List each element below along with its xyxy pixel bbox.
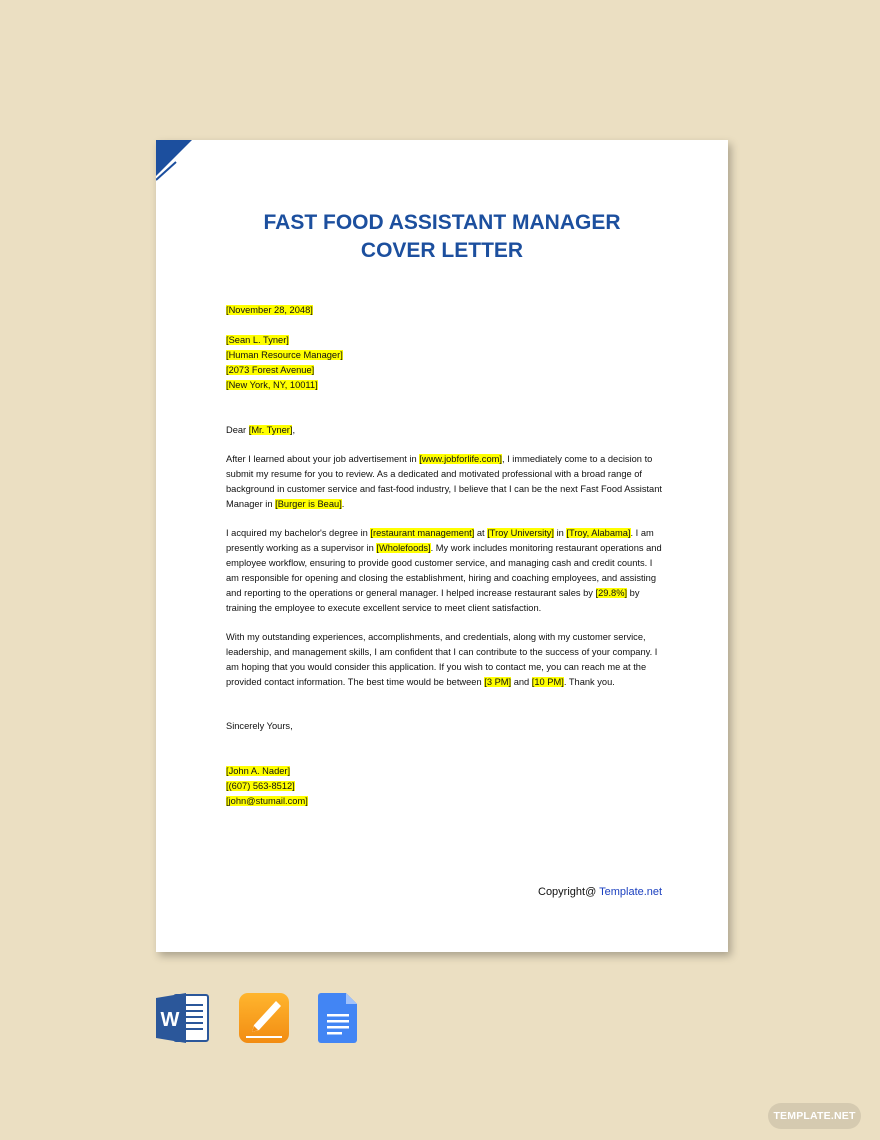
pages-icon[interactable] (238, 992, 290, 1044)
watermark-badge: TEMPLATE.NET (768, 1103, 861, 1129)
paragraph-3: With my outstanding experiences, accomplishments, and credentials, along with my customer service, leadership, and management skills, I am confident that I can contribute to the success of your company. I am hoping that you would consider this application. If you wish to contact me, you can reach me at the provided contact information. The best time would be between [3 PM] and [10 PM]. Thank you. (226, 632, 658, 687)
sender-email: [john@stumail.com] (226, 796, 308, 806)
salutation-name: [Mr. Tyner] (248, 425, 293, 435)
title-line-1: FAST FOOD ASSISTANT MANAGER (263, 211, 621, 234)
copyright-link[interactable]: Template.net (599, 886, 663, 898)
recipient-position: [Human Resource Manager] (226, 350, 343, 360)
sender-phone: [(607) 563-8512] (226, 781, 295, 791)
salutation: Dear [Mr. Tyner], (226, 425, 296, 435)
paragraph-2: I acquired my bachelor's degree in [restaurant management] at [Troy University] in [Troy, Alabama]. I am presently working as a supervisor in [Wholefoods]. My work includes monitoring restaurant operations and employee workflow, ensuring to provide good customer service, and managing cash and credit counts. I am responsible for opening and closing the establishment, hiring and coaching employees, and assisting and reporting to the operations or general manager. I helped increase restaurant sales by [29.8%] by training the employee to execute excellent service to meet client satisfaction. (226, 528, 662, 613)
svg-text:W: W (160, 1009, 180, 1031)
recipient-city: [New York, NY, 10011] (226, 380, 318, 390)
closing: Sincerely Yours, (226, 721, 293, 731)
copyright: Copyright@ Template.net (538, 886, 663, 898)
recipient-name: [Sean L. Tyner] (226, 335, 289, 345)
date: [November 28, 2048] (226, 305, 313, 315)
google-docs-icon[interactable] (318, 992, 358, 1044)
sender-name: [John A. Nader] (226, 766, 291, 776)
page-title (156, 209, 728, 265)
paragraph-1: After I learned about your job advertisement in [www.jobforlife.com], I immediately come to a decision to submit my resume for you to review. As a dedicated and motivated professional with a broad range of background in customer service and fast-food industry, I believe that I can be the next Fast Food Assistant Manager in [Burger is Beau]. (226, 454, 662, 509)
recipient-street: [2073 Forest Avenue] (226, 365, 315, 375)
corner-ribbon (156, 140, 196, 184)
title-line-2: COVER LETTER (360, 239, 524, 262)
word-icon[interactable] (156, 992, 210, 1044)
document-page (156, 140, 728, 952)
letter-body (226, 303, 666, 809)
